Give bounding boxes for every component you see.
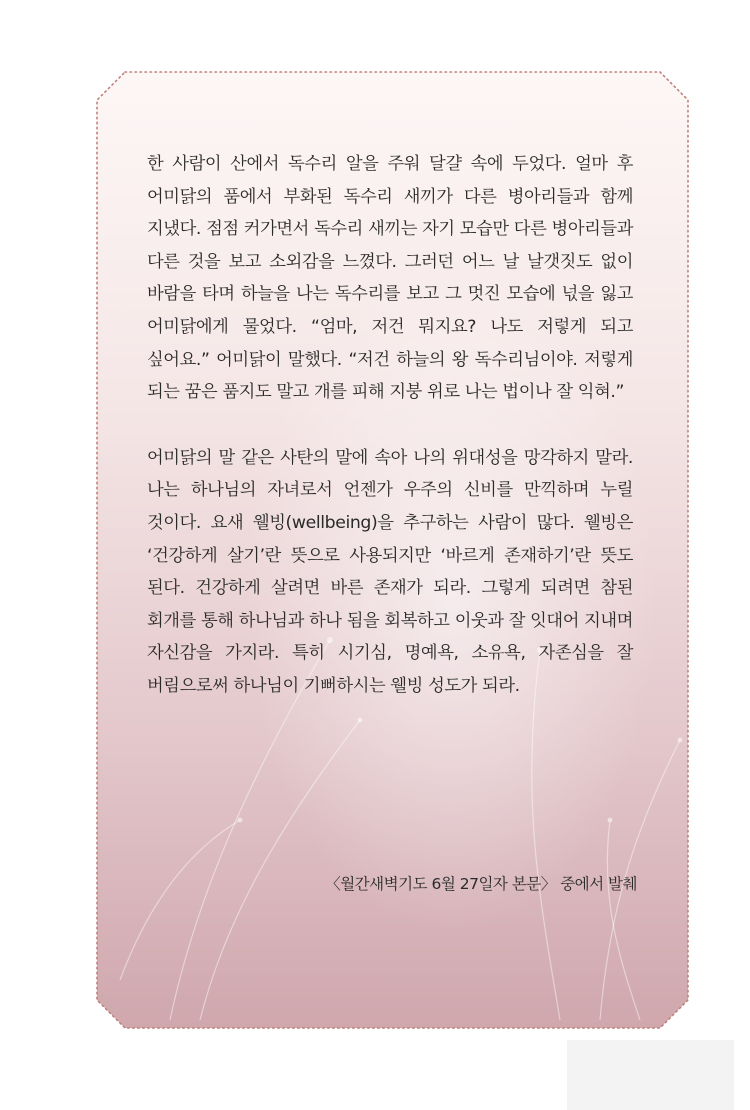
article-body bbox=[147, 148, 633, 703]
paragraph-eagle-story: 한 사람이 산에서 독수리 알을 주워 달걀 속에 두었다. 얼마 후 어미닭의 품에서 부화된 독수리 새끼가 다른 병아리들과 함께 지냈다. 점점 커가면서 독수리 새끼는 자기 모습만 다른 병아리들과 다른 것을 보고 소외감을 느꼈다. 그러던 어느 날 날갯짓도 없이 바람을 타며 하늘을 나는 독수리를 보고 그 멋진 모습에 넋을 잃고 어미닭에게 물었다. “엄마, 저건 뭐지요? 나도 저렇게 되고 싶어요.” 어미닭이 말했다. “저건 하늘의 왕 독수리님이야. 저렇게 되는 꿈은 품지도 말고 개를 피해 지붕 위로 나는 법이나 잘 익혀.” bbox=[147, 154, 633, 403]
paragraph-wellbeing: 어미닭의 말 같은 사탄의 말에 속아 나의 위대성을 망각하지 말라. 나는 하나님의 자녀로서 언젠가 우주의 신비를 만끽하며 누릴 것이다. 요새 웰빙(wellbeing)을 추구하는 사람이 많다. 웰빙은 ‘건강하게 살기’란 뜻으로 사용되지만 ‘바르게 존재하기’란 뜻도 된다. 건강하게 살려면 바른 존재가 되라. 그렇게 되려면 참된 회개를 통해 하나님과 하나 됨을 회복하고 이웃과 잘 잇대어 지내며 자신감을 가지라. 특히 시기심, 명예욕, 소유욕, 자존심을 잘 버림으로써 하나님이 기뻐하시는 웰빙 성도가 되라. bbox=[147, 447, 633, 696]
corner-gray-block bbox=[567, 1040, 734, 1110]
source-citation: 〈월간새벽기도 6월 27일자 본문〉 중에서 발췌 bbox=[325, 875, 637, 893]
